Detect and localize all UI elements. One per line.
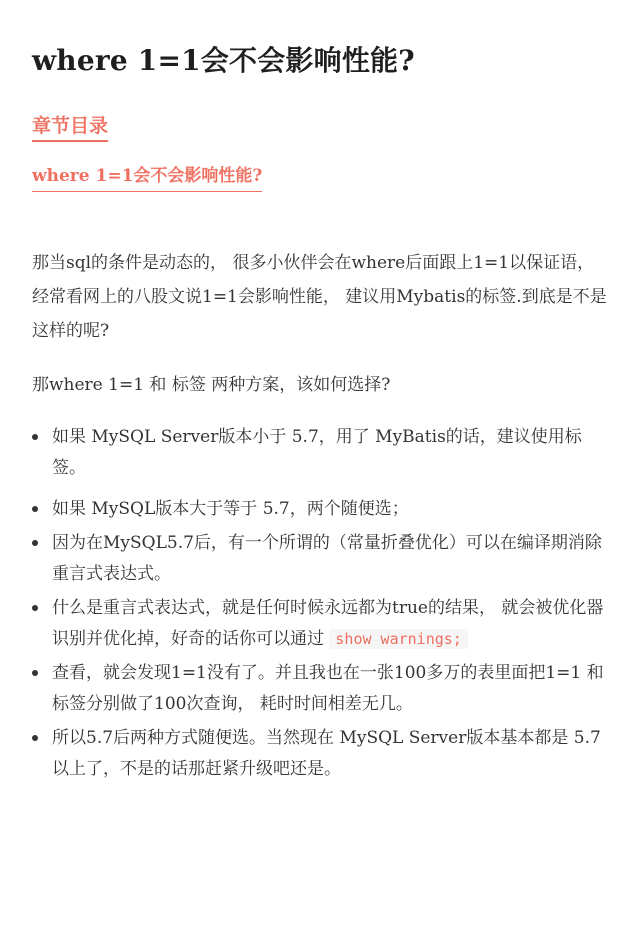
- bullet-icon: [32, 670, 38, 676]
- list-item: [52, 528, 608, 590]
- list-item: [52, 422, 608, 484]
- list-item-text: 如果 MySQL版本大于等于 5.7，两个随便选；: [52, 499, 409, 519]
- bullet-icon: [32, 540, 38, 546]
- intro-paragraph: 那当sql的条件是动态的， 很多小伙伴会在where后面跟上1=1以保证语，经常看网上的八股文说1=1会影响性能， 建议用Mybatis的标签.到底是不是这样的呢?: [32, 253, 607, 341]
- page-title: where 1=1会不会影响性能?: [32, 44, 415, 77]
- list-item-text: 什么是重言式表达式，就是任何时候永远都为true的结果， 就会被优化器识别并优化掉，好奇的话你可以通过: [52, 598, 604, 649]
- list-item-text: 因为在MySQL5.7后，有一个所谓的（常量折叠优化）可以在编译期消除重言式表达式。: [52, 533, 602, 584]
- bullet-icon: [32, 434, 38, 440]
- list-item: [52, 494, 608, 525]
- bullet-icon: [32, 605, 38, 611]
- list-item-text: 所以5.7后两种方式随便选。当然现在 MySQL Server版本基本都是 5.7以上了，不是的话那赶紧升级吧还是。: [52, 728, 601, 779]
- toc-heading: 章节目录: [32, 113, 108, 142]
- table-of-contents: [32, 164, 608, 192]
- list-item-text: 如果 MySQL Server版本小于 5.7，用了 MyBatis的话，建议使用标签。: [52, 427, 582, 478]
- list-item-text: 查看，就会发现1=1没有了。并且我也在一张100多万的表里面把1=1 和标签分别做了100次查询， 耗时时间相差无几。: [52, 663, 604, 714]
- question-paragraph: 那where 1=1 和 标签 两种方案，该如何选择?: [32, 375, 391, 395]
- toc-link-where-1-1[interactable]: where 1=1会不会影响性能?: [32, 164, 262, 192]
- inline-code: show warnings;: [329, 629, 467, 649]
- list-item: [52, 593, 608, 655]
- toc-item: [32, 164, 608, 192]
- list-item: [52, 723, 608, 785]
- bullet-icon: [32, 506, 38, 512]
- list-item: [52, 658, 608, 720]
- bullet-list: [32, 422, 608, 785]
- bullet-icon: [32, 735, 38, 741]
